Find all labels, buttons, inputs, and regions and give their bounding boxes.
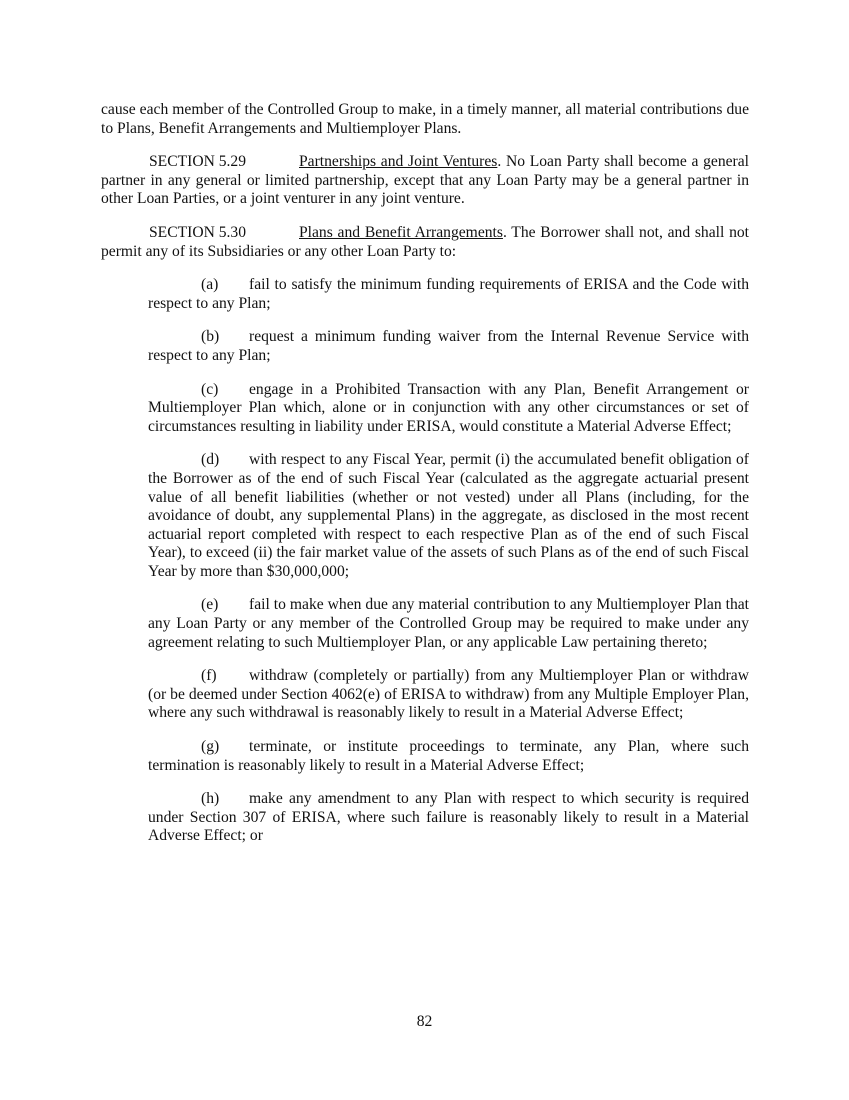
clause-text: fail to make when due any material contribution to any Multiemployer Plan that any Loan Party or any member of the Controlled Group may be required to make under any agreement relating to such Multiemployer Plan, or any applicable Law pertaining thereto; <box>148 596 749 651</box>
clause-text: engage in a Prohibited Transaction with any Plan, Benefit Arrangement or Multiemployer Plan which, alone or in conjunction with any other circumstances or set of circumstances resulting in liability under ERISA, would constitute a Material Adverse Effect; <box>148 380 749 435</box>
section-5-30-number: SECTION 5.30 <box>149 223 247 241</box>
clause-label: (a) <box>201 276 219 294</box>
clause-label: (f) <box>201 667 217 685</box>
clause-label: (d) <box>201 451 220 469</box>
section-5-30-title: Plans and Benefit Arrangements <box>299 223 503 241</box>
clause-text: request a minimum funding waiver from the Internal Revenue Service with respect to any Plan; <box>148 328 749 364</box>
clause-text: terminate, or institute proceedings to terminate, any Plan, where such termination is reasonably likely to result in a Material Adverse Effect; <box>148 738 749 774</box>
clause-text: fail to satisfy the minimum funding requirements of ERISA and the Code with respect to any Plan; <box>148 276 749 312</box>
opening-paragraph: cause each member of the Controlled Group to make, in a timely manner, all material contributions due to Plans, Benefit Arrangements and Multiemployer Plans. <box>101 101 749 137</box>
clause-d <box>148 451 749 581</box>
clause-a <box>148 276 749 313</box>
clause-text: withdraw (completely or partially) from any Multiemployer Plan or withdraw (or be deemed under Section 4062(e) of ERISA to withdraw) from any Multiple Employer Plan, where any such withdrawal is reasonably likely to result in a Material Adverse Effect; <box>148 667 749 722</box>
clause-h <box>148 790 749 846</box>
clause-c <box>148 381 749 437</box>
clause-e <box>148 596 749 652</box>
clause-b <box>148 328 749 365</box>
section-5-29-title: Partnerships and Joint Ventures <box>299 153 498 171</box>
clause-g <box>148 738 749 775</box>
section-5-29 <box>101 153 749 209</box>
clause-text: make any amendment to any Plan with respect to which security is required under Section 307 of ERISA, where such failure is reasonably likely to result in a Material Adverse Effect; or <box>148 790 749 845</box>
clause-label: (e) <box>201 596 219 614</box>
page-number: 82 <box>416 1013 433 1030</box>
clause-label: (c) <box>201 380 219 398</box>
clause-label: (b) <box>201 328 220 346</box>
clause-f <box>148 667 749 723</box>
clause-label: (g) <box>201 738 220 756</box>
section-5-30 <box>101 224 749 261</box>
clause-text: with respect to any Fiscal Year, permit (i) the accumulated benefit obligation of the Borrower as of the end of such Fiscal Year (calculated as the aggregate actuarial present value of all benefit liabilities (whether or not vested) under all Plans (including, for the avoidance of doubt, any supplemental Plans) in the aggregate, as disclosed in the most recent actuarial report completed with respect to each respective Plan as of the end of such Fiscal Year), to exceed (ii) the fair market value of the assets of such Plans as of the end of such Fiscal Year by more than $30,000,000; <box>148 451 749 580</box>
section-5-29-body: . No Loan Party shall become a general partner in any general or limited partnership, except that any Loan Party may be a general partner in other Loan Parties, or a joint venturer in any joint venture. <box>101 153 749 208</box>
document-page <box>101 101 749 861</box>
clause-label: (h) <box>201 790 220 808</box>
section-5-29-number: SECTION 5.29 <box>149 153 247 171</box>
section-5-30-body: . The Borrower shall not, and shall not permit any of its Subsidiaries or any other Loan Party to: <box>101 223 749 260</box>
